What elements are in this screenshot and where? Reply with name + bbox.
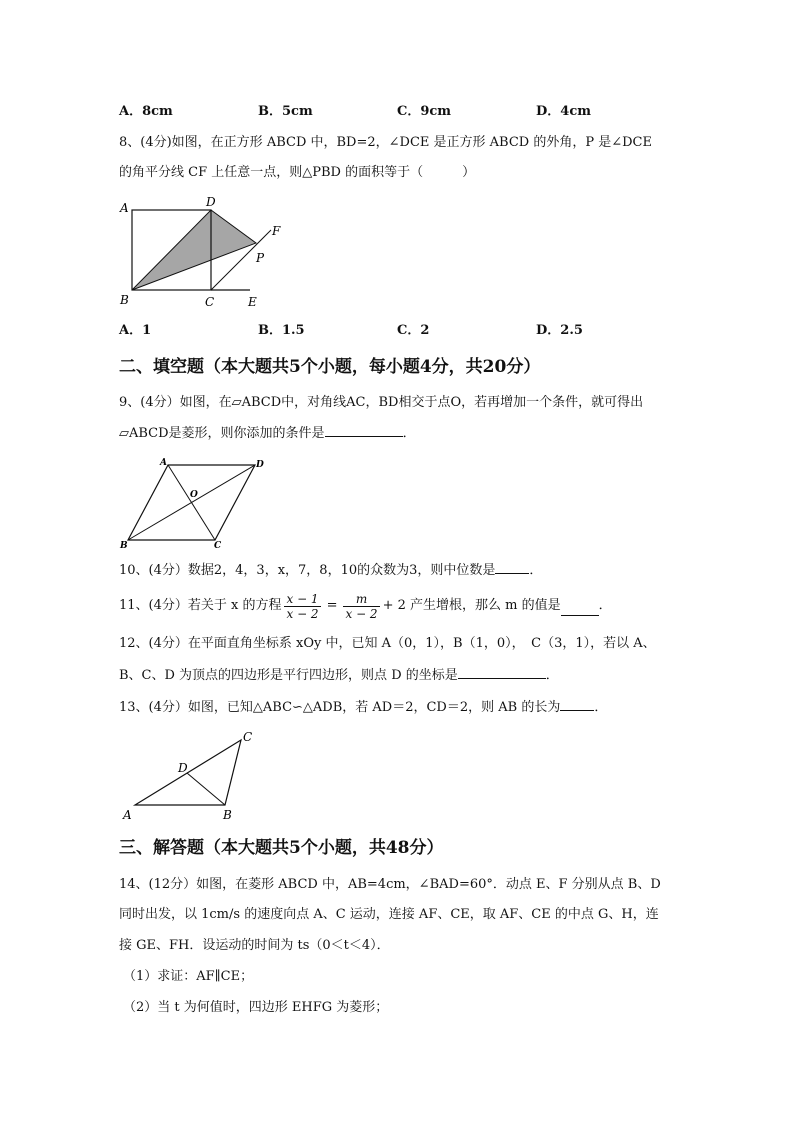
q14-text-line2: 同时出发，以 1cm/s 的速度向点 A、C 运动，连接 AF、CE，取 AF、CE 的中点 G、H，连 (119, 907, 659, 922)
q8-option-d: D．2.5 (536, 323, 583, 338)
label-a: A (160, 458, 167, 468)
q14-subquestion-1: （1）求证：AF∥CE； (123, 969, 254, 984)
q7-option-a: A．8cm (119, 104, 173, 119)
q9-text-line2 (119, 424, 416, 443)
label-d: D (256, 460, 264, 470)
q7-option-c: C．9cm (397, 104, 452, 119)
label-e: E (248, 295, 257, 309)
q8-square-figure (115, 190, 300, 315)
label-c: C (214, 541, 222, 550)
q13-text-main: 13、(4分）如图，已知△ABC∽△ADB，若 AD＝2，CD＝2，则 AB 的长为 (119, 700, 561, 715)
q11-fraction-2 (343, 592, 379, 621)
q11-fraction-1 (284, 592, 320, 621)
q14-text-line1: 14、(12分）如图，在菱形 ABCD 中，AB=4cm，∠BAD=60°．动点 E、F 分别从点 B、D (119, 877, 661, 892)
q11-f1-numerator: x − 1 (286, 591, 319, 606)
q9-parallelogram-figure (115, 455, 275, 550)
q11-answer-blank[interactable] (561, 603, 599, 616)
q9-text-line2a: ▱ABCD是菱形，则你添加的条件是 (119, 426, 325, 441)
label-b: B (120, 541, 128, 550)
q11-text (119, 588, 612, 624)
q8-text-line2: 的角平分线 CF 上任意一点，则△PBD 的面积等于（ ） (119, 165, 476, 180)
label-o: O (190, 490, 198, 500)
q11-f2-numerator: m (343, 592, 379, 607)
q13-answer-blank[interactable] (560, 698, 594, 711)
triangle-abc (135, 740, 241, 805)
diagonal-bd (128, 465, 255, 540)
q14-text-line3: 接 GE、FH．设运动的时间为 ts（0＜t＜4）． (119, 938, 390, 953)
q8-option-a: A．1 (119, 323, 152, 338)
q10-text (119, 561, 542, 580)
segment-db (187, 773, 225, 805)
q12-text-line2 (119, 666, 559, 685)
q12-text-line2a: B、C、D 为顶点的四边形是平行四边形，则点 D 的坐标是 (119, 668, 458, 683)
q7-option-d: D．4cm (536, 104, 591, 119)
section-3-heading: 三、解答题（本大题共5个小题，共48分） (119, 838, 444, 858)
q8-option-b: B．1.5 (258, 323, 305, 338)
label-f: F (272, 224, 281, 238)
q11-text-end: ． (598, 598, 612, 613)
label-c: C (243, 730, 253, 744)
section-2-heading: 二、填空题（本大题共5个小题，每小题4分，共20分） (119, 357, 541, 377)
q12-answer-blank[interactable] (458, 666, 546, 679)
label-a: A (120, 201, 129, 215)
triangle-pbd (132, 210, 256, 290)
q11-f2-denominator: x − 2 (345, 606, 378, 621)
label-a: A (123, 808, 132, 822)
label-d: D (178, 761, 188, 775)
q7-option-b: B．5cm (258, 104, 313, 119)
q14-subquestion-2: （2）当 t 为何值时，四边形 EHFG 为菱形； (123, 1000, 389, 1015)
label-d: D (206, 195, 216, 209)
q13-text (119, 698, 607, 717)
q11-f1-denominator: x − 2 (286, 606, 319, 621)
q13-text-end: ． (594, 700, 608, 715)
q9-text-line2b: ． (402, 426, 416, 441)
q11-text-pre: 11、(4分）若关于 x 的方程 (119, 598, 282, 613)
q10-text-end: ． (529, 563, 543, 578)
q9-text-line1: 9、(4分）如图，在▱ABCD中，对角线AC，BD相交于点O，若再增加一个条件，就可得出 (119, 395, 644, 410)
label-b: B (223, 808, 232, 822)
q13-triangle-figure (115, 725, 265, 825)
label-p: P (256, 251, 265, 265)
q11-text-post: + 2 产生增根，那么 m 的值是 (382, 598, 561, 613)
label-b: B (120, 293, 129, 307)
label-c: C (205, 295, 215, 309)
q11-equals: = (326, 598, 338, 613)
q12-text-line1: 12、(4分）在平面直角坐标系 xOy 中，已知 A（0，1），B（1，0）， C（3，1），若以 A、 (119, 636, 656, 651)
q9-answer-blank[interactable] (325, 424, 403, 437)
q8-option-c: C．2 (397, 323, 430, 338)
q10-answer-blank[interactable] (495, 561, 529, 574)
q8-text-line1: 8、(4分)如图，在正方形 ABCD 中，BD=2，∠DCE 是正方形 ABCD 的外角，P 是∠DCE (119, 135, 652, 150)
q10-text-main: 10、(4分）数据2，4，3，x，7，8，10的众数为3，则中位数是 (119, 563, 496, 578)
q12-text-line2b: ． (545, 668, 559, 683)
